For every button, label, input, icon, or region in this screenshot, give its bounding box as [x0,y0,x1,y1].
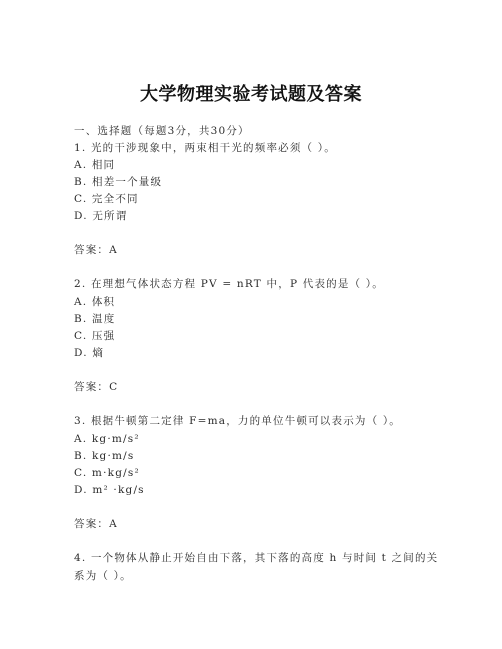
question-4-stem: 4. 一个物体从静止开始自由下落，其下落的高度 h 与时间 t 之间的关系为（ ）。 [74,552,439,582]
question-3-answer: 答案：A [74,518,118,530]
question-1-option-a: A. 相同 [74,159,116,171]
question-2-option-b: B. 温度 [74,313,116,325]
question-2-option-a: A. 体积 [74,296,116,308]
question-2-option-c: C. 压强 [74,330,116,342]
document-title: 大学物理实验考试题及答案 [140,84,362,105]
question-1-option-d: D. 无所谓 [74,210,128,222]
question-2-answer: 答案：C [74,381,119,393]
question-1-answer: 答案：A [74,244,118,256]
question-2-stem: 2. 在理想气体状态方程 PV = nRT 中，P 代表的是（ ）。 [74,278,384,290]
question-3-option-d: D. m² ·kg/s [74,484,145,496]
question-3-option-b: B. kg·m/s [74,450,135,462]
question-3-option-a: A. kg·m/s² [74,433,140,445]
question-3-option-c: C. m·kg/s² [74,467,140,479]
question-1-option-b: B. 相差一个量级 [74,176,163,188]
question-1-stem: 1. 光的干涉现象中，两束相干光的频率必须（ ）。 [74,142,336,154]
question-1-option-c: C. 完全不同 [74,193,139,205]
section-heading: 一、选择题（每题3分，共30分） [74,125,250,137]
question-3-stem: 3. 根据牛顿第二定律 F=ma，力的单位牛顿可以表示为（ ）。 [74,415,401,427]
question-2-option-d: D. 熵 [74,347,105,359]
